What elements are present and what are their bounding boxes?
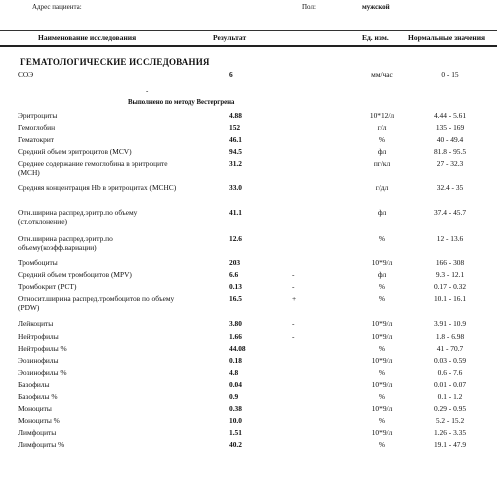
row-result: 44.08: [229, 344, 246, 353]
row-name: Среднее содержание гемоглобина в эритроците (MCH): [18, 159, 168, 177]
row-unit: 10*9/л: [371, 380, 393, 389]
row-norm: 0.29 - 0.95: [433, 404, 467, 413]
patient-sex-label: Пол:: [302, 3, 316, 11]
patient-sex-value: мужской: [362, 3, 390, 11]
row-result: 0.13: [229, 282, 242, 291]
patient-info-line: [14, 3, 487, 15]
row-unit: 10*9/л: [371, 404, 393, 413]
row-norm: 0.6 - 7.6: [437, 368, 463, 377]
row-norm: 32.4 - 35: [436, 183, 464, 192]
row-result: 6.6: [229, 270, 239, 279]
row-name: Средний объем эритроцитов (MCV): [18, 147, 132, 156]
row-norm: 0 - 15: [441, 70, 459, 79]
row-norm: 9.3 - 12.1: [435, 270, 465, 279]
row-name: Нейтрофилы %: [18, 344, 67, 353]
row-flag: -: [292, 282, 295, 291]
row-unit: 10*9/л: [371, 428, 393, 437]
row-name: Средний объем тромбоцитов (MPV): [18, 270, 132, 279]
header-normal: Нормальные значения: [408, 33, 486, 42]
row-result: 10.0: [229, 416, 242, 425]
row-unit: фл: [377, 147, 387, 156]
method-dash: -: [146, 87, 149, 95]
row-norm: 0.1 - 1.2: [437, 392, 463, 401]
row-name: Гематокрит: [18, 135, 55, 144]
row-unit: 10*9/л: [371, 319, 393, 328]
row-unit: 10*9/л: [371, 332, 393, 341]
row-result: 41.1: [229, 208, 242, 217]
row-unit: 10*9/л: [371, 258, 393, 267]
row-result: 33.0: [229, 183, 242, 192]
row-unit: %: [378, 234, 386, 243]
row-norm: 12 - 13.6: [436, 234, 464, 243]
row-unit: г/дл: [375, 183, 389, 192]
row-norm: 37.4 - 45.7: [433, 208, 467, 217]
row-result: 1.51: [229, 428, 242, 437]
row-unit: %: [378, 440, 386, 449]
row-name: Тромбокрит (PCT): [18, 282, 77, 291]
row-norm: 19.1 - 47.9: [433, 440, 467, 449]
row-result: 203: [229, 258, 241, 267]
row-result: 46.1: [229, 135, 242, 144]
row-name: Гемоглобин: [18, 123, 56, 132]
row-result: 152: [229, 123, 241, 132]
row-name: Базофилы: [18, 380, 50, 389]
row-name: Моноциты: [18, 404, 52, 413]
row-name: Базофилы %: [18, 392, 58, 401]
row-result: 0.9: [229, 392, 239, 401]
row-result: 40.2: [229, 440, 242, 449]
row-result: 1.66: [229, 332, 242, 341]
row-flag: -: [292, 332, 295, 341]
row-result: 4.8: [229, 368, 239, 377]
row-result: 31.2: [229, 159, 242, 168]
section-title: ГЕМАТОЛОГИЧЕСКИЕ ИССЛЕДОВАНИЯ: [20, 57, 210, 67]
row-unit: г/л: [377, 123, 387, 132]
row-unit: мм/час: [371, 70, 393, 79]
row-norm: 135 - 169: [435, 123, 465, 132]
row-unit: %: [378, 392, 386, 401]
row-result: 3.80: [229, 319, 242, 328]
row-norm: 166 - 308: [435, 258, 465, 267]
header-result: Результат: [213, 33, 247, 42]
row-unit: %: [378, 416, 386, 425]
row-result: 12.6: [229, 234, 242, 243]
row-flag: -: [292, 270, 295, 279]
row-norm: 27 - 32.3: [436, 159, 464, 168]
row-norm: 5.2 - 15.2: [435, 416, 465, 425]
patient-address-label: Адрес пациента:: [32, 3, 82, 11]
header-name: Наименование исследования: [38, 33, 137, 42]
row-unit: %: [378, 344, 386, 353]
row-norm: 0.03 - 0.59: [433, 356, 467, 365]
row-name: Нейтрофилы: [18, 332, 59, 341]
row-unit: пг/кл: [373, 159, 391, 168]
row-norm: 81.8 - 95.5: [433, 147, 467, 156]
row-name: Лейкоциты: [18, 319, 54, 328]
row-name: Эритроциты: [18, 111, 58, 120]
row-unit: %: [378, 368, 386, 377]
row-result: 6: [229, 70, 233, 79]
row-name: Лимфоциты %: [18, 440, 65, 449]
row-name: Моноциты %: [18, 416, 60, 425]
row-norm: 10.1 - 16.1: [433, 294, 467, 303]
row-norm: 0.01 - 0.07: [433, 380, 467, 389]
row-norm: 40 - 49.4: [436, 135, 464, 144]
row-name: Тромбоциты: [18, 258, 58, 267]
row-result: 4.88: [229, 111, 242, 120]
row-name: Эозинофилы %: [18, 368, 67, 377]
row-unit: 10*9/л: [371, 356, 393, 365]
row-unit: 10*12/л: [369, 111, 395, 120]
row-unit: фл: [377, 208, 387, 217]
row-result: 0.18: [229, 356, 242, 365]
row-norm: 1.26 - 3.35: [433, 428, 467, 437]
row-name: Эозинофилы: [18, 356, 59, 365]
row-norm: 1.8 - 6.98: [435, 332, 465, 341]
table-header: [0, 30, 497, 47]
row-name: Отн.ширина распред.эритр.по объему(коэфф.вариации): [18, 234, 113, 252]
row-result: 0.38: [229, 404, 242, 413]
row-name: СОЭ: [18, 70, 34, 79]
method-note: Выполнено по методу Вестергрена: [128, 99, 235, 106]
row-name: Лимфоциты: [18, 428, 57, 437]
row-flag: -: [292, 319, 295, 328]
row-result: 94.5: [229, 147, 242, 156]
row-unit: %: [378, 282, 386, 291]
row-norm: 0.17 - 0.32: [433, 282, 467, 291]
row-unit: фл: [377, 270, 387, 279]
header-unit: Ед. изм.: [362, 33, 389, 42]
row-norm: 41 - 70.7: [436, 344, 464, 353]
row-norm: 3.91 - 10.9: [433, 319, 467, 328]
row-flag: +: [292, 294, 297, 303]
row-unit: %: [378, 294, 386, 303]
row-name: Относит.ширина распред.тромбоцитов по объему (PDW): [18, 294, 175, 312]
row-result: 16.5: [229, 294, 242, 303]
row-norm: 4.44 - 5.61: [433, 111, 467, 120]
row-name: Отн.ширина распред.эритр.по объему (ст.отклонение): [18, 208, 138, 226]
row-name: Средняя концентрация Hb в эритроцитах (MCHC): [18, 183, 177, 192]
row-result: 0.04: [229, 380, 242, 389]
row-unit: %: [378, 135, 386, 144]
